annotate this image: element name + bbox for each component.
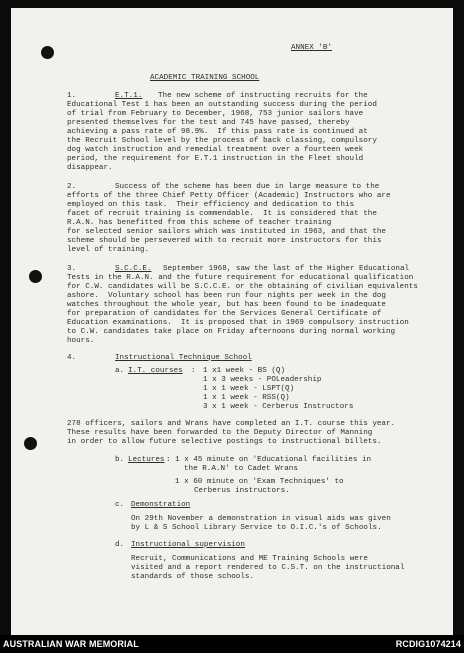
para3-line: Education examinations. It is proposed that in 1969 compulsory instruction <box>67 319 409 327</box>
para3-line: for preparation of candidates for the Services General Certificate of <box>67 310 382 318</box>
supervision-line: standards of those schools. <box>131 573 255 581</box>
para1-line: presented themselves for the test and 745 have passed, thereby <box>67 119 350 127</box>
item-a-colon: : <box>191 367 196 375</box>
demo-line: by L & S School Library Service to O.I.C.'s of Schools. <box>131 524 382 532</box>
item-d-heading: Instructional supervision <box>131 541 245 549</box>
para1-line: The new scheme of instructing recruits for the <box>158 92 368 100</box>
lecture-line: 1 x 60 minute on 'Exam Techniques' to <box>175 478 344 486</box>
document-title: ACADEMIC TRAINING SCHOOL <box>150 74 260 82</box>
para3-line: hours. <box>67 337 95 345</box>
course-line: 1 x1 week - BS (Q) <box>203 367 286 375</box>
para3-line: for C.W. candidates will be S.C.C.E. or the obtaining of civilian equivalents <box>67 283 418 291</box>
summary-line: in order to allow future selective postings to instructional billets. <box>67 438 382 446</box>
para2-line: employed on this task. Their efficiency and dedication to this <box>67 201 355 209</box>
item-a-label: a. <box>115 367 125 375</box>
summary-line: 278 officers, sailors and Wrans have completed an I.T. course this year. <box>67 420 396 428</box>
para2-line: for selected senior sailors which was instituted in 1963, and that the <box>67 228 386 236</box>
para4-number: 4. <box>67 354 77 362</box>
para3-number: 3. <box>67 265 77 273</box>
para3-heading: S.C.C.E. <box>115 265 152 273</box>
para1-line: achieving a pass rate of 98.9%. If this pass rate is continued at <box>67 128 368 136</box>
course-line: 3 x 1 week - Cerberus Instructors <box>203 403 354 411</box>
archive-footer <box>0 635 464 653</box>
para1-number: 1. <box>67 92 77 100</box>
para2-number: 2. <box>67 183 77 191</box>
lecture-line: the R.A.N' to Cadet Wrans <box>184 465 298 473</box>
para2-line: R.A.N. has benefitted from this scheme of teacher training <box>67 219 332 227</box>
para1-line: period, the requirement for E.T.1 instruction in the Fleet should <box>67 155 364 163</box>
punch-hole-middle <box>29 270 42 283</box>
course-line: 1 x 1 week - LSPT(Q) <box>203 385 295 393</box>
course-line: 1 x 1 week - RSS(Q) <box>203 394 290 402</box>
para3-line: Tests in the R.A.N. and the future requirement for educational qualification <box>67 274 414 282</box>
lecture-line: Cerberus instructors. <box>194 487 290 495</box>
para3-line: ashore. Voluntary school has been run four nights per week in the dog <box>67 292 386 300</box>
item-a-heading: I.T. courses <box>128 367 183 375</box>
para2-line: Success of the scheme has been due in large measure to the <box>115 183 380 191</box>
item-c-label: c. <box>115 501 125 509</box>
para2-line: scheme should be persevered with to recruit more instructors for this <box>67 237 382 245</box>
para1-line: dog watch instruction and remedial treatment over a fourteen week <box>67 146 364 154</box>
para1-line: the Recruit School level by the process of back classing, compulsory <box>67 137 377 145</box>
para2-line: efforts of the three Chief Petty Officer (Academic) Instructors who are <box>67 192 391 200</box>
supervision-line: visited and a report rendered to C.S.T. on the instructional <box>131 564 405 572</box>
para3-line: watches throughout the whole year, but has been found to be inadequate <box>67 301 386 309</box>
para3-line: September 1968, saw the last of the Higher Educational <box>163 265 410 273</box>
item-b-heading: Lectures <box>128 456 165 464</box>
punch-hole-top <box>41 46 54 59</box>
lecture-line: : 1 x 45 minute on 'Educational facilities in <box>166 456 372 464</box>
para4-heading: Instructional Technique School <box>115 354 252 362</box>
para1-line: disappear. <box>67 164 113 172</box>
footer-institution: AUSTRALIAN WAR MEMORIAL <box>3 639 139 649</box>
annex-label: ANNEX 'B' <box>291 44 333 52</box>
summary-line: These results have been forwarded to the Deputy Director of Manning <box>67 429 373 437</box>
supervision-line: Recruit, Communications and ME Training Schools were <box>131 555 368 563</box>
para1-line: Educational Test 1 has been an outstanding success during the period <box>67 101 377 109</box>
item-d-label: d. <box>115 541 125 549</box>
item-c-heading: Demonstration <box>131 501 191 509</box>
para3-line: to C.W. candidates take place on Friday afternoons during normal working <box>67 328 396 336</box>
para1-line: of trial from February to December, 1968, 753 junior sailors have <box>67 110 364 118</box>
para1-heading: E.T.1. <box>115 92 143 100</box>
course-line: 1 x 3 weeks - POLeadership <box>203 376 322 384</box>
punch-hole-bottom <box>24 437 37 450</box>
para2-line: facet of recruit training is commendable. It is considered that the <box>67 210 377 218</box>
item-b-label: b. <box>115 456 125 464</box>
footer-record-id: RCDIG1074214 <box>395 639 461 649</box>
demo-line: On 29th November a demonstration in visual aids was given <box>131 515 391 523</box>
para2-line: level of training. <box>67 246 150 254</box>
